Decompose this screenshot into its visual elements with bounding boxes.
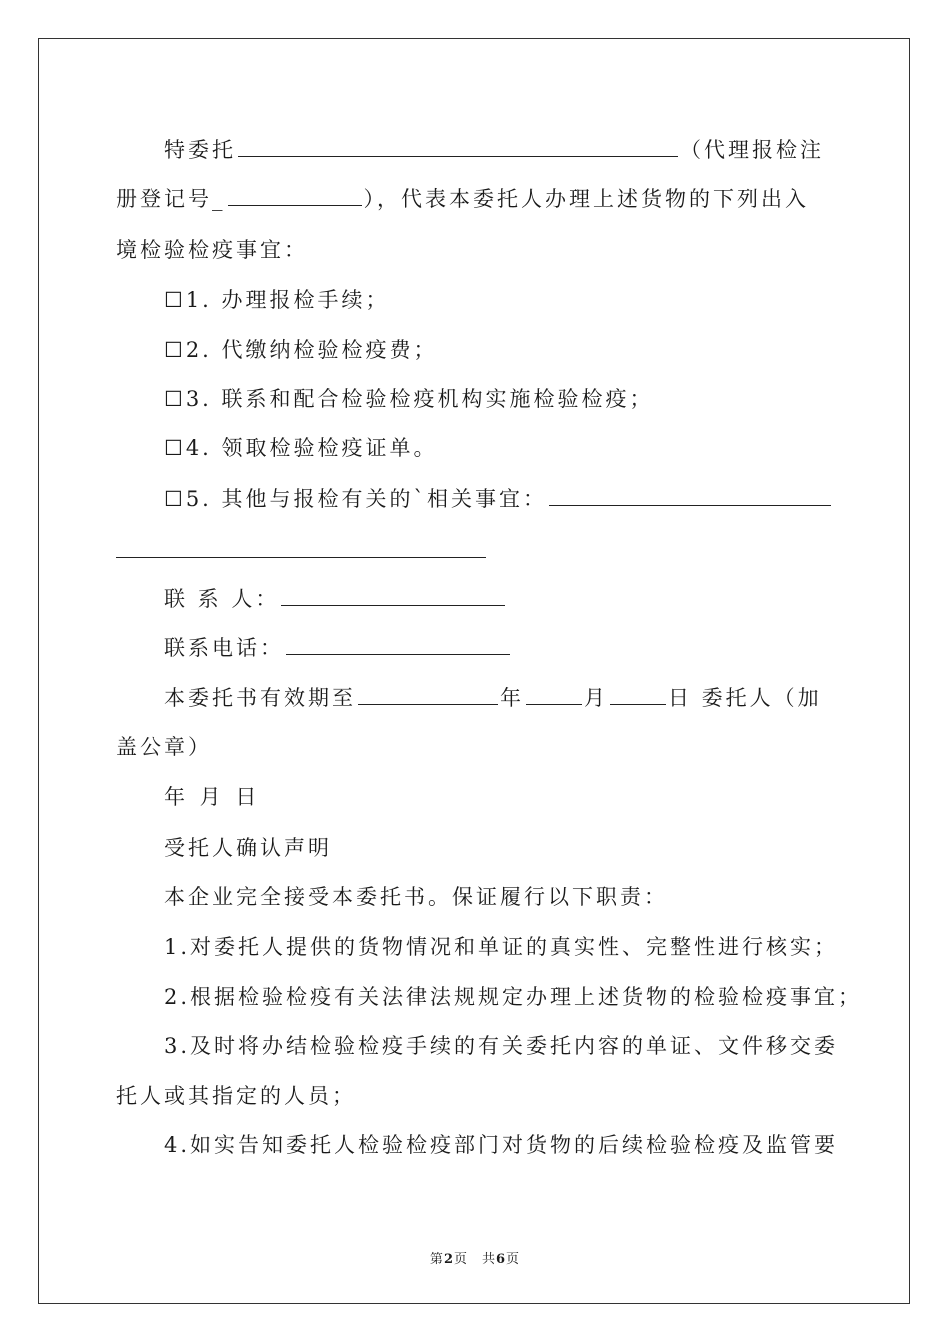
contact-phone-line [164,634,512,662]
contact-phone-label: 联系电话： [164,636,284,660]
validity-day-blank[interactable] [610,684,666,705]
duty-3-line1: 3.及时将办结检验检疫手续的有关委托内容的单证、文件移交委 [164,1034,839,1058]
duty-4: 4.如实告知委托人检验检疫部门对货物的后续检验检疫及监管要 [164,1133,839,1157]
para1-line1-text: 特委托 [164,138,236,162]
item-5-text: ☐5. 其他与报检有关的`相关事宜： [164,487,548,511]
confirm-title: 受托人确认声明 [164,836,332,860]
item-5 [164,485,833,513]
validity-line [164,684,822,712]
footer-page-mid: 页 共 [453,1252,496,1267]
item-2: ☐2. 代缴纳检验检疫费； [164,338,438,362]
other-matters-blank[interactable] [549,485,831,506]
validity-line2: 盖公章） [116,735,212,759]
para1-line3: 境检验检疫事宜： [116,238,308,262]
item-1: ☐1. 办理报检手续； [164,288,390,312]
para1-line2 [116,185,809,213]
duty-3-line2: 托人或其指定的人员； [116,1084,356,1108]
validity-month-blank[interactable] [526,684,582,705]
contact-phone-blank[interactable] [286,634,510,655]
duty-1: 1.对委托人提供的货物情况和单证的真实性、完整性进行核实； [164,935,839,959]
para1-line1-post: （代理报检注 [680,138,824,162]
footer-page-num: 2 [443,1252,454,1267]
date-line: 年 月 日 [164,785,261,809]
para1-line1 [164,136,824,164]
contact-person-line [164,585,507,613]
item-4: ☐4. 领取检验检疫证单。 [164,436,438,460]
validity-month: 月 [584,686,608,710]
para1-line2-text: 册登记号_ [116,187,226,211]
duty-2: 2.根据检验检疫有关法律法规规定办理上述货物的检验检疫事宜； [164,985,863,1009]
contact-person-blank[interactable] [281,585,505,606]
other-matters-blank-2[interactable] [116,557,486,558]
contact-person-label: 联 系 人： [164,587,280,611]
page-border [38,38,910,1304]
validity-day-rest: 日 委托人（加 [668,686,822,710]
validity-year-blank[interactable] [358,684,498,705]
validity-pre: 本委托书有效期至 [164,686,356,710]
page-footer [0,1248,950,1267]
footer-page-post: 页 [506,1252,521,1267]
validity-year: 年 [500,686,524,710]
registration-no-blank[interactable] [228,185,362,206]
footer-page-total: 6 [496,1252,507,1267]
agent-name-blank[interactable] [238,136,678,157]
item-3: ☐3. 联系和配合检验检疫机构实施检验检疫； [164,387,654,411]
footer-page-pre: 第 [429,1252,444,1267]
para1-line2-post: ），代表本委托人办理上述货物的下列出入 [363,187,809,211]
confirm-intro: 本企业完全接受本委托书。保证履行以下职责： [164,885,668,909]
